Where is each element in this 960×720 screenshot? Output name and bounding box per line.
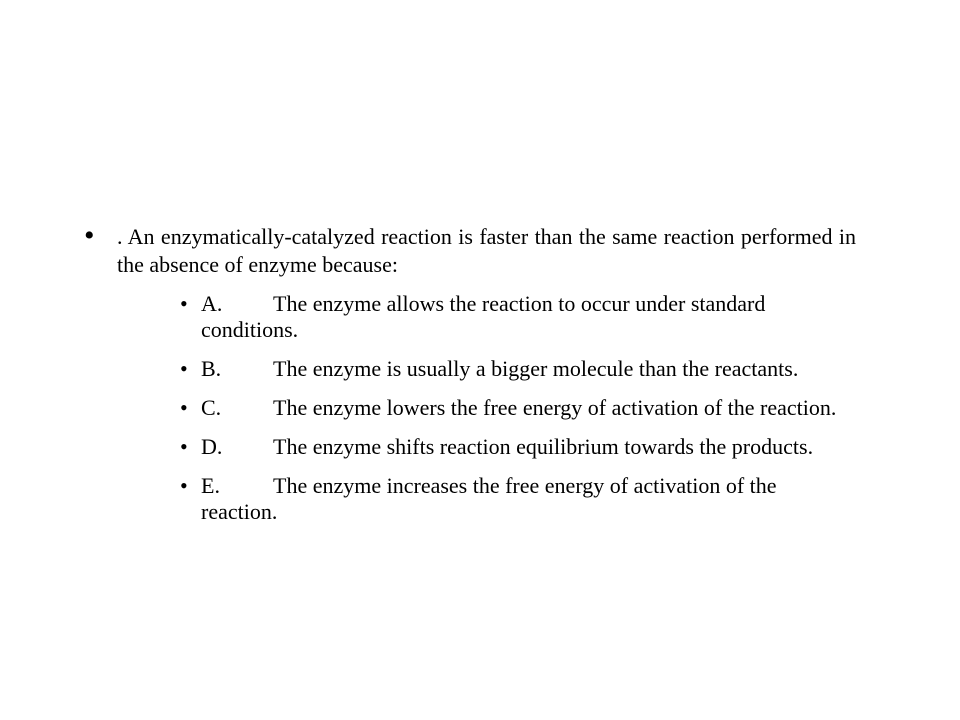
option-bullet: • xyxy=(180,434,188,459)
option-text: The enzyme allows the reaction to occur under standard conditions. xyxy=(201,291,766,342)
question-text: . An enzymatically-catalyzed reaction is faster than the same reaction performed in the absence of enzyme because: xyxy=(117,224,856,277)
option-letter: D. xyxy=(201,434,223,459)
option-text: The enzyme lowers the free energy of activation of the reaction. xyxy=(273,395,837,420)
answer-option-d xyxy=(180,434,856,460)
option-letter: E. xyxy=(201,473,220,498)
option-text: The enzyme increases the free energy of activation of the reaction. xyxy=(201,473,777,524)
option-bullet: • xyxy=(180,291,188,316)
option-bullet: • xyxy=(180,356,188,381)
answer-option-b xyxy=(180,356,856,382)
option-letter: B. xyxy=(201,356,222,381)
option-text: The enzyme is usually a bigger molecule than the reactants. xyxy=(273,356,799,381)
answer-options-list xyxy=(180,291,856,538)
option-letter: A. xyxy=(201,291,223,316)
option-bullet: • xyxy=(180,473,188,498)
question-block xyxy=(84,219,856,279)
answer-option-c xyxy=(180,395,856,421)
answer-option-a xyxy=(180,291,856,343)
option-letter: C. xyxy=(201,395,222,420)
option-text: The enzyme shifts reaction equilibrium towards the products. xyxy=(273,434,814,459)
option-bullet: • xyxy=(180,395,188,420)
answer-option-e xyxy=(180,473,856,525)
question-bullet: • xyxy=(84,219,95,252)
